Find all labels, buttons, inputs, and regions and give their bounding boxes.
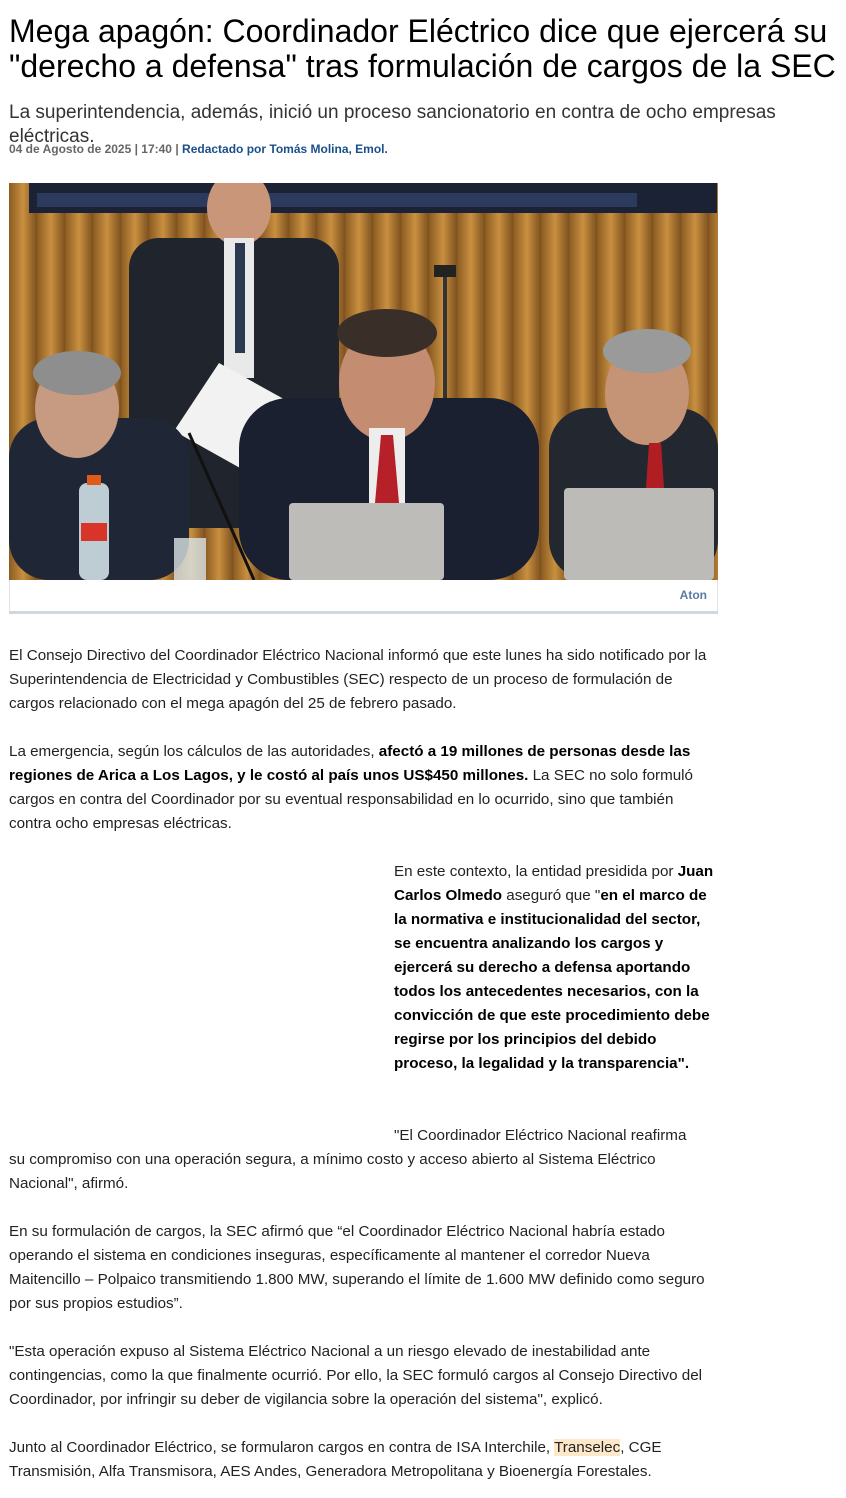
paragraph-4-first-line: "El Coordinador Eléctrico Nacional reafirma [394, 1127, 687, 1144]
paragraph-3-mid: aseguró que " [502, 887, 601, 904]
article-figure [9, 183, 718, 614]
transelec-link[interactable]: Transelec [554, 1439, 621, 1456]
paragraph-3-start: En este contexto, la entidad presidida por [394, 863, 678, 880]
paragraph-3-name: Juan Carlos Olmedo [394, 863, 714, 904]
paragraph-7-end: , CGE Transmisión, Alfa Transmisora, AES Andes, Generadora Metropolitana y Bioenergía Forestales. [9, 1439, 662, 1480]
author-link[interactable]: Redactado por Tomás Molina, Emol. [182, 142, 388, 156]
headline: Mega apagón: Coordinador Eléctrico dice que ejercerá su "derecho a defensa" tras formulación de cargos de la SEC [9, 13, 836, 84]
paragraph-2 [9, 740, 719, 836]
paragraph-3-quote: en el marco de la normativa e institucionalidad del sector, se encuentra analizando los cargos y ejercerá su derecho a defensa aportando todos los antecedentes necesarios, con la convicción de que este procedimiento debe regirse por los principios del debido proceso, la legalidad y la transparencia". [394, 887, 710, 1072]
paragraph-7-start: Junto al Coordinador Eléctrico, se formularon cargos en contra de ISA Interchile, [9, 1439, 555, 1456]
publish-date: 04 de Agosto de 2025 | 17:40 | [9, 142, 179, 156]
photo-illustration [9, 183, 718, 580]
paragraph-5: En su formulación de cargos, la SEC afirmó que “el Coordinador Eléctrico Nacional habría estado operando el sistema en condiciones inseguras, específicamente al mantener el corredor Nueva Maitencillo – Polpaico transmitiendo 1.800 MW, superando el límite de 1.600 MW definido como seguro por sus propios estudios”. [9, 1223, 705, 1312]
paragraph-3 [394, 860, 719, 1076]
paragraph-2-start: La emergencia, según los cálculos de las autoridades, [9, 743, 379, 760]
subtitle: La superintendencia, además, inició un proceso sancionatorio en contra de ocho empresas eléctricas. [9, 102, 776, 147]
paragraph-1: El Consejo Directivo del Coordinador Eléctrico Nacional informó que este lunes ha sido notificado por la Superintendencia de Electricidad y Combustibles (SEC) respecto de un proceso de formulación de cargos relacionado con el mega apagón del 25 de febrero pasado. [9, 647, 707, 712]
article-photo[interactable] [9, 183, 718, 580]
photo-caption-bar [9, 580, 718, 611]
paragraph-6: "Esta operación expuso al Sistema Eléctrico Nacional a un riesgo elevado de inestabilidad ante contingencias, como la que finalmente ocurrió. Por ello, la SEC formuló cargos al Consejo Directivo del Coordinador, por infringir su deber de vigilancia sobre la operación del sistema", explicó. [9, 1343, 703, 1408]
paragraph-2-bold: afectó a 19 millones de personas desde las regiones de Arica a Los Lagos, y le costó al país unos US$450 millones. [9, 743, 691, 784]
paragraph-4-rest: su compromiso con una operación segura, a mínimo costo y acceso abierto al Sistema Eléctrico Nacional", afirmó. [9, 1151, 656, 1192]
photo-credit: Aton [679, 588, 707, 602]
paragraph-7 [9, 1436, 719, 1484]
paragraph-2-end: La SEC no solo formuló cargos en contra del Coordinador por su eventual responsabilidad en lo ocurrido, sino que también contra ocho empresas eléctricas. [9, 767, 693, 832]
article-meta [9, 141, 388, 157]
